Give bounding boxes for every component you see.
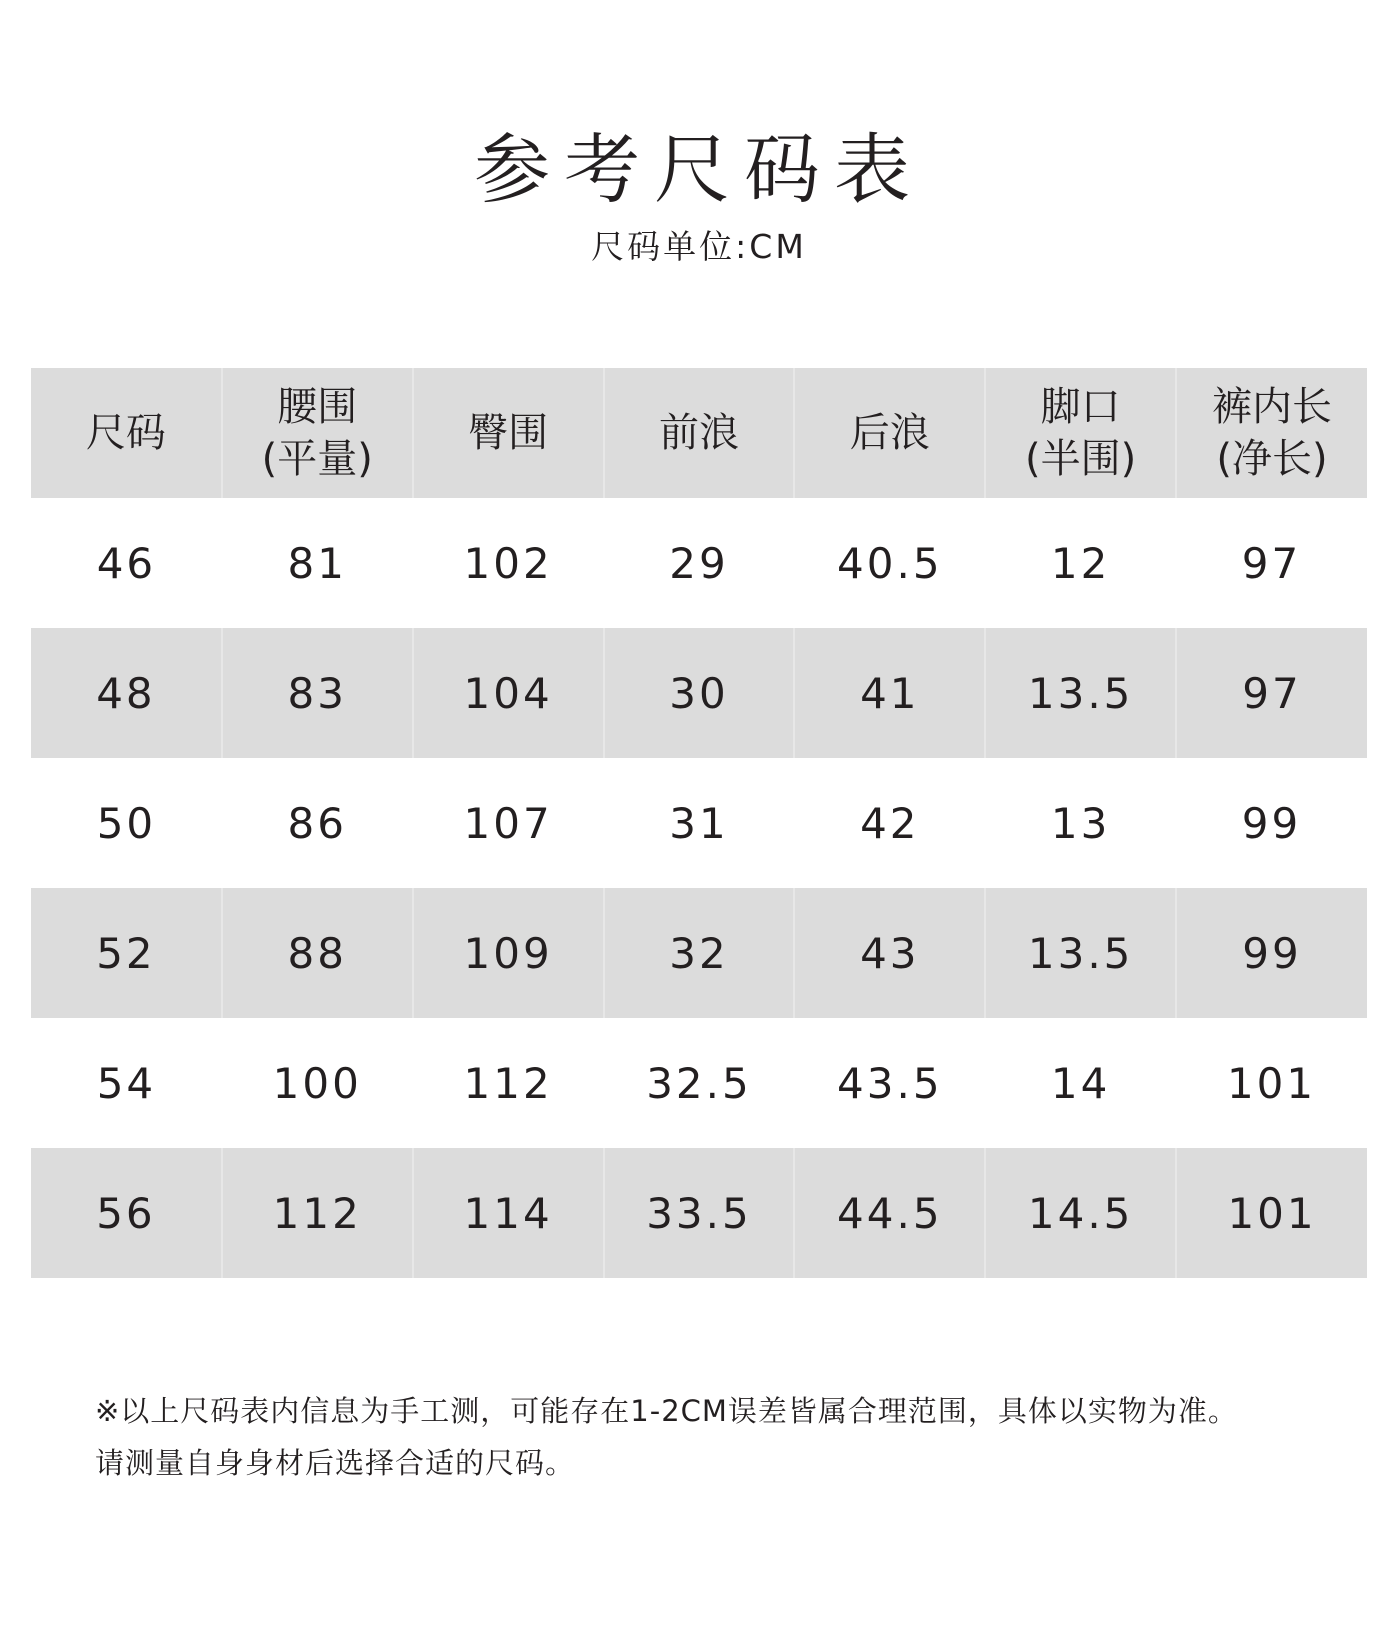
cell-leg-opening: 13.5 [985,888,1176,1018]
header-back-rise [794,368,985,498]
header-inseam-label: 裤内长 [1212,384,1333,430]
cell-inseam: 101 [1226,1058,1317,1108]
cell-front-rise: 32.5 [646,1058,752,1108]
table-row [31,758,1367,888]
cell-leg-opening: 14.5 [985,1148,1176,1278]
cell-waist: 86 [287,798,347,848]
header-back-rise-label: 后浪 [849,410,930,456]
table-row [31,888,1367,1018]
header-waist-sublabel: (平量) [261,436,373,482]
cell-inseam: 99 [1241,798,1302,848]
header-inseam [1176,368,1367,498]
note-advice: 请测量自身身材后选择合适的尺码。 [95,1446,576,1480]
cell-waist: 100 [272,1058,362,1108]
header-leg-opening [985,368,1176,498]
cell-hip: 112 [463,1058,553,1108]
cell-inseam: 97 [1241,538,1302,588]
header-inseam-sublabel: (净长) [1216,436,1328,482]
header-front-rise [604,368,795,498]
cell-size: 52 [31,888,222,1018]
cell-hip: 102 [463,538,553,588]
cell-size: 56 [31,1148,222,1278]
header-leg-opening-sublabel: (半围) [1025,436,1137,482]
cell-leg-opening: 12 [1050,538,1111,588]
cell-back-rise: 42 [860,798,920,848]
cell-hip: 104 [413,628,604,758]
header-size-label: 尺码 [85,410,166,456]
header-waist-label: 腰围 [277,384,358,430]
cell-waist: 88 [222,888,413,1018]
cell-waist: 83 [222,628,413,758]
header-size [31,368,222,498]
cell-inseam: 101 [1227,1188,1317,1238]
header-front-rise-label: 前浪 [658,410,739,456]
cell-front-rise: 33.5 [604,1148,795,1278]
table-row [31,498,1367,628]
cell-front-rise: 32 [604,888,795,1018]
header-hip-label: 臀围 [468,410,549,456]
table-header-row [31,368,1367,498]
cell-hip: 107 [463,798,553,848]
cell-hip: 109 [413,888,604,1018]
cell-back-rise: 40.5 [837,538,943,588]
header-hip [413,368,604,498]
cell-front-rise: 30 [604,628,795,758]
header-waist [222,368,413,498]
cell-leg-opening: 13.5 [985,628,1176,758]
cell-front-rise: 29 [669,538,729,588]
cell-leg-opening: 14 [1050,1058,1111,1108]
cell-inseam: 97 [1242,668,1302,718]
cell-size: 54 [96,1058,157,1108]
cell-waist: 112 [222,1148,413,1278]
cell-size: 46 [96,538,157,588]
measurement-notes [95,1385,1345,1489]
cell-size: 50 [96,798,157,848]
cell-inseam: 99 [1242,928,1302,978]
unit-subtitle: 尺码单位:CM [591,227,807,266]
table-row [31,1018,1367,1148]
size-chart-table [31,368,1367,1278]
cell-waist: 81 [287,538,347,588]
table-row [31,1148,1367,1278]
page-title: 参考尺码表 [474,125,924,214]
header-leg-opening-label: 脚口 [1040,384,1121,430]
cell-back-rise: 41 [794,628,985,758]
cell-back-rise: 43.5 [837,1058,943,1108]
cell-back-rise: 44.5 [794,1148,985,1278]
cell-hip: 114 [413,1148,604,1278]
cell-front-rise: 31 [669,798,729,848]
cell-size: 48 [31,628,222,758]
note-tolerance: ※以上尺码表内信息为手工测，可能存在1-2CM误差皆属合理范围，具体以实物为准。 [95,1394,1238,1428]
cell-leg-opening: 13 [1050,798,1111,848]
cell-back-rise: 43 [794,888,985,1018]
table-row [31,628,1367,758]
